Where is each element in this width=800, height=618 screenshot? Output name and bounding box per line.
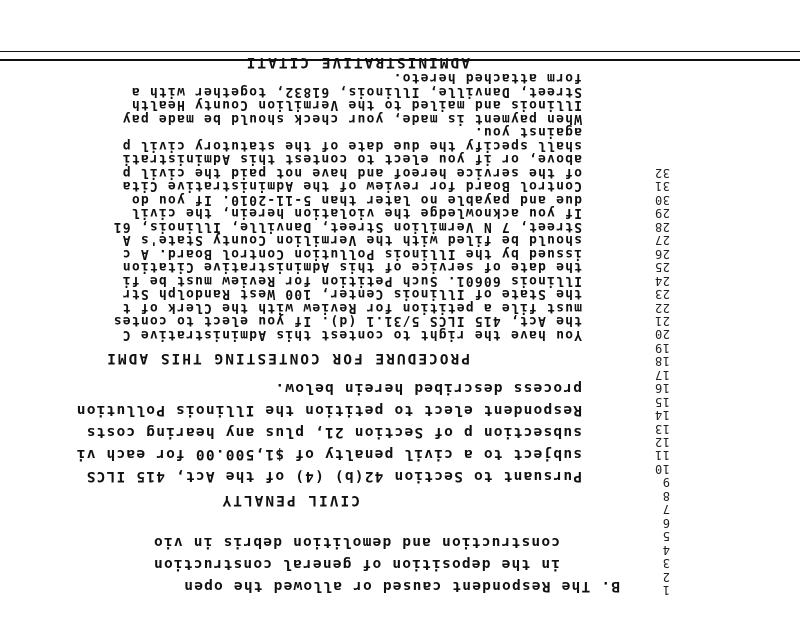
procedure-line-10: If you acknowledge the violation herein, the civil (130, 205, 582, 221)
procedure-line-7: issued by the Illinois Pollution Control Board. A c (121, 246, 582, 261)
line-number: 8 (662, 488, 670, 503)
line-number: 4 (662, 542, 670, 557)
line-number: 29 (654, 206, 670, 221)
procedure-line-17: When payment is made, your check should be made pay (121, 111, 582, 126)
line-number: 19 (654, 340, 670, 355)
procedure-line-18: Illinois and mailed to the Vermilion County Health (130, 97, 582, 113)
procedure-line-3: must file a petition for Review with the Clerk of t (121, 300, 582, 315)
line-number: 2 (662, 569, 670, 584)
procedure-line-11: due and payable no later than 5-11-2010. If you do (130, 192, 582, 207)
procedure-line-2: the Act, 415 ILCS 5/31.1 (d). If you elect to contes (112, 313, 582, 329)
procedure-line-1: You have the right to contest this Administrative C (121, 327, 582, 342)
procedure-line-14: above, or if you elect to contest this Administrati (121, 151, 582, 167)
line-number: 5 (662, 529, 670, 544)
line-number: 20 (654, 327, 670, 342)
section-b-line-3: construction and demolition debris in vio (152, 534, 560, 550)
procedure-line-20: form attached hereto. (392, 70, 582, 86)
line-number: 31 (654, 179, 670, 194)
civil-penalty-line-5: process described herein below. (274, 380, 582, 396)
procedure-line-15: shall specify the due date of the statutory civil p (121, 138, 582, 153)
line-number: 15 (654, 394, 670, 409)
line-number: 6 (662, 515, 670, 530)
civil-penalty-heading: CIVIL PENALTY (220, 492, 360, 508)
line-number: 11 (654, 448, 670, 463)
civil-penalty-line-4: Respondent elect to petition the Illinois Pollution (75, 402, 582, 418)
line-number: 23 (654, 287, 670, 302)
line-number: 10 (654, 461, 670, 476)
line-number: 13 (654, 421, 670, 436)
line-number: 21 (654, 314, 670, 328)
header-rule-bottom (0, 51, 800, 52)
procedure-line-4: the State of Illinois Center, 100 West Randolph Str (121, 286, 582, 302)
procedure-line-5: Illinois 60601. Such Petition for Review must be fi (121, 273, 582, 288)
procedure-line-13: of the service hereof and have not paid the civil p (121, 165, 582, 180)
line-number: 22 (654, 300, 670, 315)
line-number: 9 (662, 475, 670, 490)
line-number: 16 (654, 381, 670, 396)
line-number: 18 (654, 354, 670, 369)
procedure-line-8: should be filed with the Vermilion County State's A (121, 232, 582, 248)
line-number: 3 (662, 556, 670, 571)
procedure-heading: PROCEDURE FOR CONTESTING THIS ADMI (105, 350, 470, 366)
line-number: 17 (654, 367, 670, 382)
line-number: 27 (654, 233, 670, 248)
line-number: 14 (654, 408, 670, 423)
procedure-line-9: Street, 7 N Vermilion Street, Danville, Illinois, 61 (112, 219, 582, 234)
procedure-line-6: the date of service of this Administrative Citation (121, 259, 582, 275)
line-number: 30 (654, 192, 670, 207)
administrative-citation-heading: ADMINISTRATIVE CITATI (244, 54, 470, 70)
civil-penalty-line-1: Pursuant to Section 42(b) (4) of the Act, 415 ILCS (85, 468, 582, 484)
civil-penalty-line-3: subsection p of Section 21, plus any hearing costs (85, 424, 582, 440)
line-number: 1 (662, 583, 670, 597)
line-number: 32 (654, 166, 670, 181)
line-number: 28 (654, 219, 670, 234)
line-number: 24 (654, 273, 670, 288)
section-b-line-1: B. The Respondent caused or allowed the open (183, 578, 620, 594)
line-number: 12 (654, 435, 670, 450)
line-number: 26 (654, 246, 670, 261)
line-number: 25 (654, 260, 670, 275)
procedure-line-12: Control Board for review of the Administrative Cita (121, 178, 582, 194)
line-number: 7 (662, 502, 670, 517)
procedure-line-19: Street, Danville, Illinois, 61832, together with a (130, 84, 582, 99)
section-b-line-2: in the deposition of general construction (152, 556, 560, 572)
civil-penalty-line-2: subject to a civil penalty of $1,500.00 for each vi (75, 446, 582, 462)
procedure-line-16: against you. (473, 124, 582, 140)
